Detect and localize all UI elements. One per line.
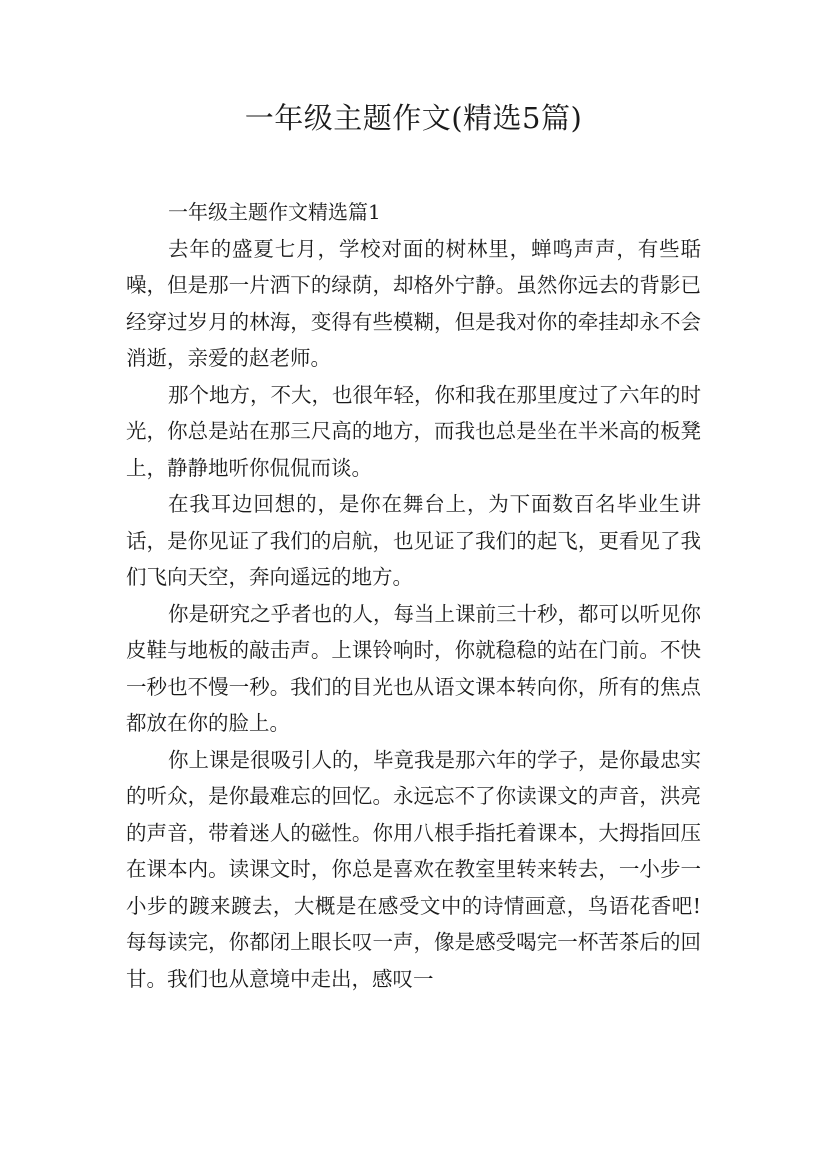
paragraph-5: 你上课是很吸引人的，毕竟我是那六年的学子，是你最忠实的听众，是你最难忘的回忆。永远忘不了你读课文的声音，洪亮的声音，带着迷人的磁性。你用八根手指托着课本，大拇指回压在课本内。读课文时，你总是喜欢在教室里转来转去，一小步一小步的踱来踱去，大概是在感受文中的诗情画意，鸟语花香吧!每每读完，你都闭上眼长叹一声，像是感受喝完一杯苦茶后的回甘。我们也从意境中走出，感叹一	[126, 747, 701, 991]
paragraph-3: 在我耳边回想的，是你在舞台上，为下面数百名毕业生讲话，是你见证了我们的启航，也见证了我们的起飞，更看见了我们飞向天空，奔向遥远的地方。	[126, 492, 701, 589]
document-title: 一年级主题作文(精选5篇)	[244, 101, 583, 135]
paragraph-2: 那个地方，不大，也很年轻，你和我在那里度过了六年的时光，你总是站在那三尺高的地方，而我也总是坐在半米高的板凳上，静静地听你侃侃而谈。	[126, 382, 701, 480]
document-body	[126, 194, 701, 997]
section-heading: 一年级主题作文精选篇1	[168, 200, 381, 224]
paragraph-4: 你是研究之乎者也的人，每当上课前三十秒，都可以听见你皮鞋与地板的敲击声。上课铃响时，你就稳稳的站在门前。不快一秒也不慢一秒。我们的目光也从语文课本转向你，所有的焦点都放在你的脸上。	[126, 601, 701, 735]
paragraph-1: 去年的盛夏七月，学校对面的树林里，蝉鸣声声，有些聒噪，但是那一片洒下的绿荫，却格外宁静。虽然你远去的背影已经穿过岁月的林海，变得有些模糊，但是我对你的牵挂却永不会消逝，亲爱的赵老师。	[126, 236, 701, 370]
